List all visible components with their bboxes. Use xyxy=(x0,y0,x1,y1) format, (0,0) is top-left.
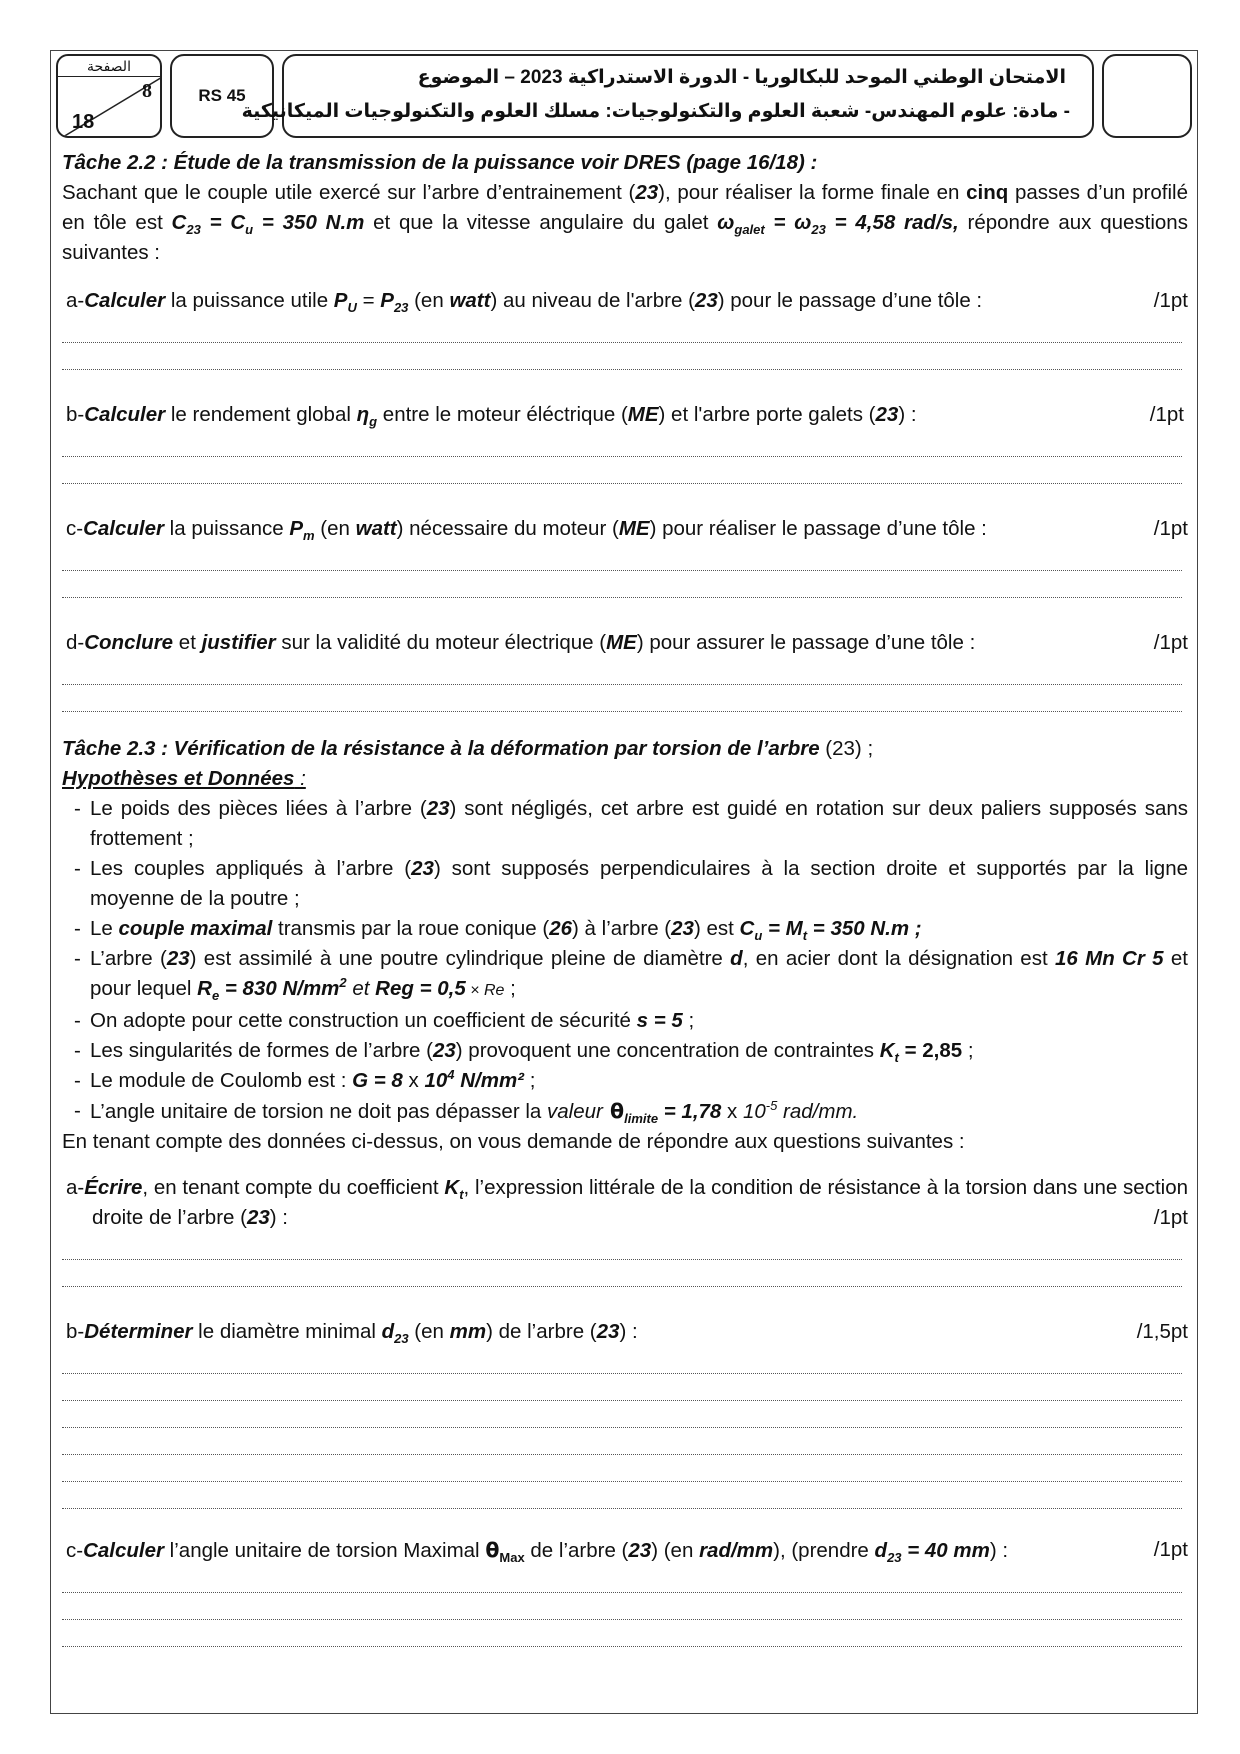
answer-line[interactable] xyxy=(62,1428,1182,1455)
hypotheses-list xyxy=(62,794,1188,1127)
answer-line[interactable] xyxy=(62,685,1182,712)
points-2-2-a: /1pt xyxy=(1153,289,1188,312)
question-2-2-a: a-Calculer la puissance utile $P_U = P_{23}$ (en watt) au niveau de l'arbre (23) pour le passage d’une tôle : /1pt xyxy=(62,286,1188,316)
answer-line[interactable] xyxy=(62,1260,1182,1287)
hypothesis-item: - L’arbre (23) est assimilé à une poutre cylindrique pleine de diamètre d, en acier dont la désignation est 16 Mn Cr 5 et pour lequel $R_e = 830$ $N/mm^2$ et Reg = 0,5 × Re ; xyxy=(70,944,1188,1006)
page-content xyxy=(62,148,1188,1647)
question-2-3-a: a-Écrire, en tenant compte du coefficient $K_t$, l’expression littérale de la condition de résistance à la torsion dans une section droite de l’arbre (23) : /1pt xyxy=(62,1173,1188,1233)
answer-line[interactable] xyxy=(62,1593,1182,1620)
question-2-2-d: d-Conclure et justifier sur la validité du moteur électrique (ME) pour assurer le passage d’une tôle : /1pt xyxy=(62,628,1188,658)
exam-title-box xyxy=(241,54,1094,138)
hypothesis-item: - Le poids des pièces liées à l’arbre (23) sont négligés, cet arbre est guidé en rotation sur deux paliers supposés sans frottement ; xyxy=(70,794,1188,854)
question-2-2-b: b-Calculer le rendement global $\eta_g$ entre le moteur éléctrique (ME) et l'arbre porte galets (23) : /1pt xyxy=(62,400,1188,430)
hypothesis-item: - L’angle unitaire de torsion ne doit pas dépasser la valeur $\theta_{limite} = 1,78$ x $10^{-5}$ rad/mm. xyxy=(70,1096,1188,1127)
answer-line[interactable] xyxy=(62,1620,1182,1647)
task-2-3-title: Tâche 2.3 : Vérification de la résistance à la déformation par torsion de l’arbre (23) ; xyxy=(62,737,874,760)
points-2-3-b: /1,5pt xyxy=(1136,1320,1188,1343)
answer-line[interactable] xyxy=(62,430,1182,457)
answer-line[interactable] xyxy=(62,1401,1182,1428)
points-2-2-c: /1pt xyxy=(1153,517,1188,540)
exam-title-line2: - مادة: علوم المهندس- شعبة العلوم والتكنولوجيات: مسلك العلوم والتكنولوجيات الميكانيكية xyxy=(241,101,1070,122)
exam-code: RS 45 xyxy=(198,86,246,105)
points-2-2-b: /1pt xyxy=(1149,403,1184,426)
answer-line[interactable] xyxy=(62,316,1182,343)
hypothesis-item: - On adopte pour cette construction un coefficient de sécurité s = 5 ; xyxy=(70,1006,1188,1036)
answer-line[interactable] xyxy=(62,1566,1182,1593)
page-number-box xyxy=(56,54,162,138)
question-2-2-c: c-Calculer la puissance $P_m$ (en watt) nécessaire du moteur (ME) pour réaliser le passage d’une tôle : /1pt xyxy=(62,514,1188,544)
hypothesis-item: - Le couple maximal transmis par la roue conique (26) à l’arbre (23) est $C_u = M_t = 350$ N.m ; xyxy=(70,914,1188,944)
answer-line[interactable] xyxy=(62,1347,1182,1374)
hypothesis-item: - Les singularités de formes de l’arbre (23) provoquent une concentration de contraintes $K_t = 2,85$ ; xyxy=(70,1036,1188,1066)
empty-header-box xyxy=(1102,54,1192,138)
task-2-2-title: Tâche 2.2 : Étude de la transmission de la puissance voir DRES (page 16/18) : xyxy=(62,151,818,174)
question-2-3-b: b-Déterminer le diamètre minimal $d_{23}$ (en mm) de l’arbre (23) : /1,5pt xyxy=(62,1317,1188,1347)
exam-code-box xyxy=(170,54,274,138)
task-2-3-outro: En tenant compte des données ci-dessus, on vous demande de répondre aux questions suivantes : xyxy=(62,1130,965,1153)
page-number: 8 xyxy=(142,80,152,102)
page-label: الصفحة xyxy=(58,56,160,77)
hypothesis-item: - Les couples appliqués à l’arbre (23) sont supposés perpendiculaires à la section droite et supportés par la ligne moyenne de la poutre ; xyxy=(70,854,1188,914)
answer-line[interactable] xyxy=(62,571,1182,598)
answer-line[interactable] xyxy=(62,1374,1182,1401)
page-total: 18 xyxy=(72,111,95,133)
hypothesis-item: - Le module de Coulomb est : G = 8 x $10^4$ N/mm² ; xyxy=(70,1066,1188,1096)
answer-line[interactable] xyxy=(62,1482,1182,1509)
hypotheses-title: Hypothèses et Données : xyxy=(62,767,306,790)
answer-line[interactable] xyxy=(62,457,1182,484)
task-2-2-intro: Sachant que le couple utile exercé sur l’arbre d’entrainement (23), pour réaliser la forme finale en cinq passes d’un profilé en tôle est $C_{23} = C_u = 350$ N.m et que la vitesse angulaire du galet $\omega_{galet} = \omega_{23} = 4,58$ rad/s, répondre aux questions suivantes : xyxy=(62,181,1188,264)
answer-line[interactable] xyxy=(62,1233,1182,1260)
points-2-2-d: /1pt xyxy=(1153,631,1188,654)
points-2-3-c: /1pt xyxy=(1153,1538,1188,1561)
answer-line[interactable] xyxy=(62,658,1182,685)
points-2-3-a: /1pt xyxy=(1153,1206,1188,1229)
answer-line[interactable] xyxy=(62,343,1182,370)
question-2-3-c: c-Calculer l’angle unitaire de torsion Maximal $\theta_{Max}$ de l’arbre (23) (en rad/mm), (prendre $d_{23} = 40$ mm) : /1pt xyxy=(62,1535,1188,1566)
answer-line[interactable] xyxy=(62,544,1182,571)
answer-line[interactable] xyxy=(62,1455,1182,1482)
exam-title-line1: الامتحان الوطني الموحد للبكالوريا - الدورة الاستدراكية 2023 – الموضوع xyxy=(417,67,1066,88)
